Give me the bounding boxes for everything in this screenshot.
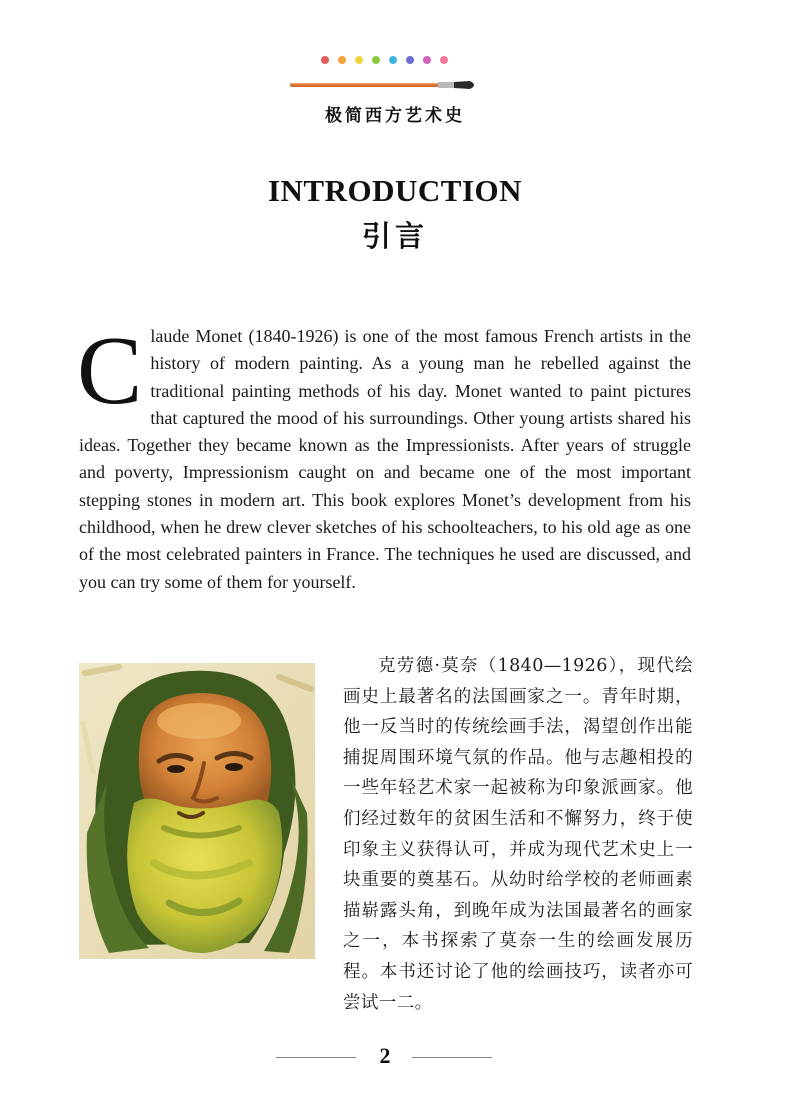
series-title: 极简西方艺术史 bbox=[325, 106, 465, 126]
paintbrush-icon bbox=[290, 78, 478, 92]
paint-dot bbox=[372, 56, 380, 64]
english-paragraph-text: laude Monet (1840-1926) is one of the most famous French artists in the history of modern painting. As a young man he rebelled against the traditional painting methods of his day. Monet wanted to paint pictures that captured the mood of his surroundings. Other young artists shared his ideas. Together they became known as the Impressionists. After years of struggle and poverty, Impressionism caught on and became one of the most important stepping stones in modern art. This book explores Monet’s development from his childhood, when he drew clever sketches of his schoolteachers, to his old age as one of the most celebrated painters in France. The techniques he used are discussed, and you can try some of them for yourself. bbox=[79, 326, 691, 592]
footer-rule-left bbox=[276, 1057, 356, 1058]
paint-dot bbox=[321, 56, 329, 64]
footer-rule-right bbox=[412, 1057, 492, 1058]
paint-dot bbox=[423, 56, 431, 64]
paint-dot bbox=[406, 56, 414, 64]
english-paragraph bbox=[77, 317, 691, 596]
monet-portrait-painting bbox=[79, 663, 315, 959]
page-number: 2 bbox=[379, 1043, 391, 1068]
paint-dot bbox=[355, 56, 363, 64]
page-title-chinese: 引言 bbox=[361, 219, 428, 253]
drop-cap: C bbox=[77, 317, 143, 425]
color-dots-ornament bbox=[321, 56, 451, 68]
paint-dot bbox=[440, 56, 448, 64]
paint-dot bbox=[389, 56, 397, 64]
page-title-english: INTRODUCTION bbox=[267, 173, 523, 208]
paint-dot bbox=[338, 56, 346, 64]
chinese-paragraph: 克劳德·莫奈（1840—1926），现代绘画史上最著名的法国画家之一。青年时期，他一反当时的传统绘画手法，渴望创作出能捕捉周围环境气氛的作品。他与志趣相投的一些年轻艺术家一起被称为印象派画家。他们经过数年的贫困生活和不懈努力，终于使印象主义获得认可，并成为现代艺术史上一块重要的奠基石。从幼时给学校的老师画素描崭露头角，到晚年成为法国最著名的画家之一，本书探索了莫奈一生的绘画发展历程。本书还讨论了他的绘画技巧，读者亦可尝试一二。 bbox=[343, 656, 693, 1013]
